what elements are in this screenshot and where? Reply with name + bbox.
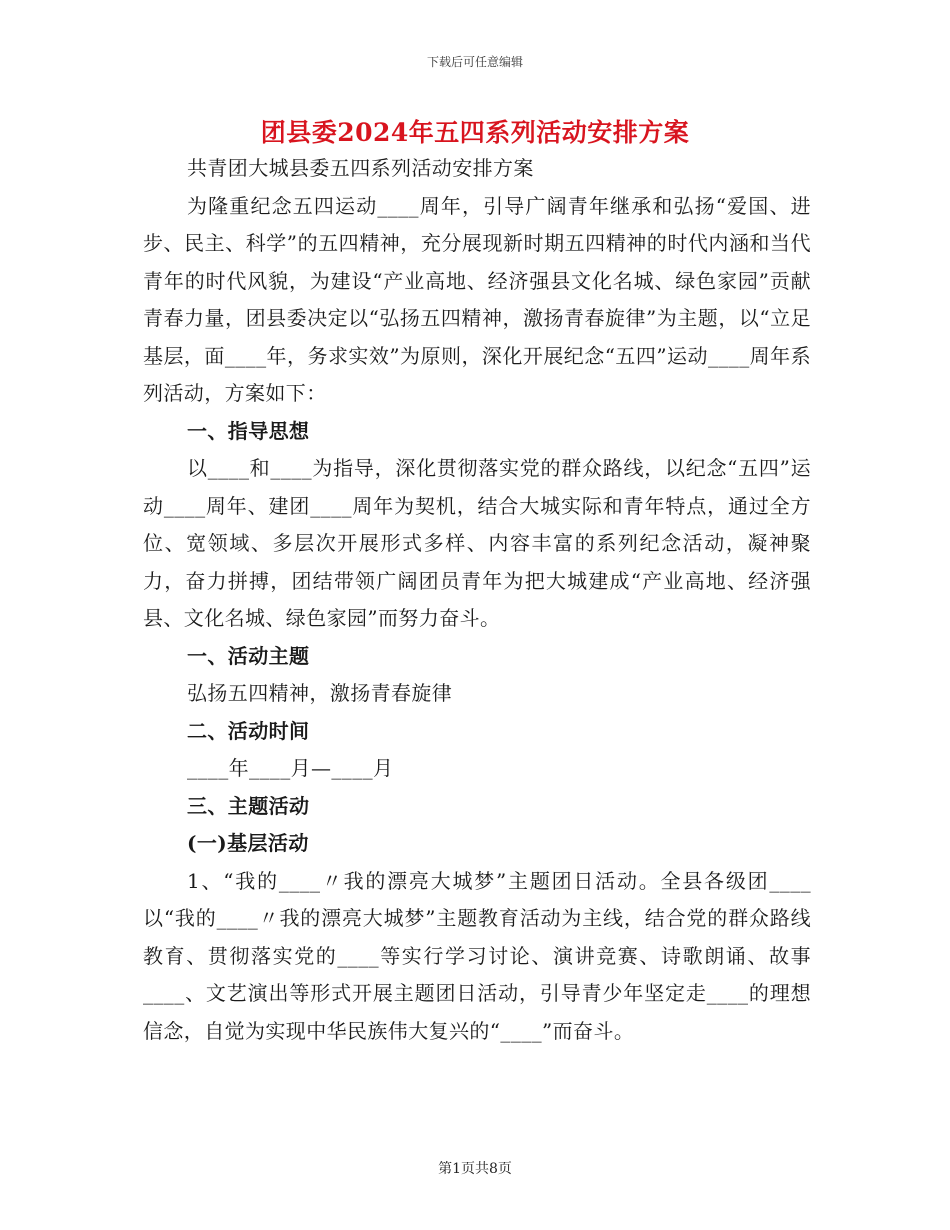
activity-item-paragraph: 1、“我的____〃我的漂亮大城梦”主题团日活动。全县各级团____以“我的____〃我的漂亮大城梦”主题教育活动为主线，结合党的群众路线教育、贯彻落实党的____等实行学习讨论、演讲竞赛、诗歌朗诵、故事____、文艺演出等形式开展主题团日活动，引导青少年坚定走____的理想信念，自觉为实现中华民族伟大复兴的“____”而奋斗。 <box>143 868 811 1043</box>
section-heading-time: 二、活动时间 <box>187 718 310 743</box>
intro-paragraph: 为隆重纪念五四运动____周年，引导广阔青年继承和弘扬“爱国、进步、民主、科学”的五四精神，充分展现新时期五四精神的时代内涵和当代青年的时代风貌，为建设“产业高地、经济强县文化名城、绿色家园”贡献青春力量，团县委决定以“弘扬五四精神，激扬青春旋律”为主题，以“立足基层，面____年，务求实效”为原则，深化开展纪念“五四”运动____周年系列活动，方案如下： <box>143 193 811 405</box>
document-title: 团县委2024年五四系列活动安排方案 <box>260 118 690 147</box>
page-footer: 第1页共8页 <box>438 1161 512 1177</box>
header-note: 下载后可任意编辑 <box>426 55 523 69</box>
section-heading-guiding-thought: 一、指导思想 <box>187 418 310 443</box>
section-heading-theme: 一、活动主题 <box>187 643 310 668</box>
theme-paragraph: 弘扬五四精神，激扬青春旋律 <box>187 681 453 705</box>
section-heading-activities: 三、主题活动 <box>187 793 310 818</box>
document-body <box>143 150 811 1050</box>
subsection-heading-grassroots: (一)基层活动 <box>187 831 309 855</box>
time-paragraph: ____年____月—____月 <box>187 756 394 780</box>
guiding-thought-paragraph: 以____和____为指导，深化贯彻落实党的群众路线，以纪念“五四”运动____周年、建团____周年为契机，结合大城实际和青年特点，通过全方位、宽领域、多层次开展形式多样、内容丰富的系列纪念活动，凝神聚力，奋力拼搏，团结带领广阔团员青年为把大城建成“产业高地、经济强县、文化名城、绿色家园”而努力奋斗。 <box>143 456 811 630</box>
subtitle-paragraph: 共青团大城县委五四系列活动安排方案 <box>187 156 534 180</box>
